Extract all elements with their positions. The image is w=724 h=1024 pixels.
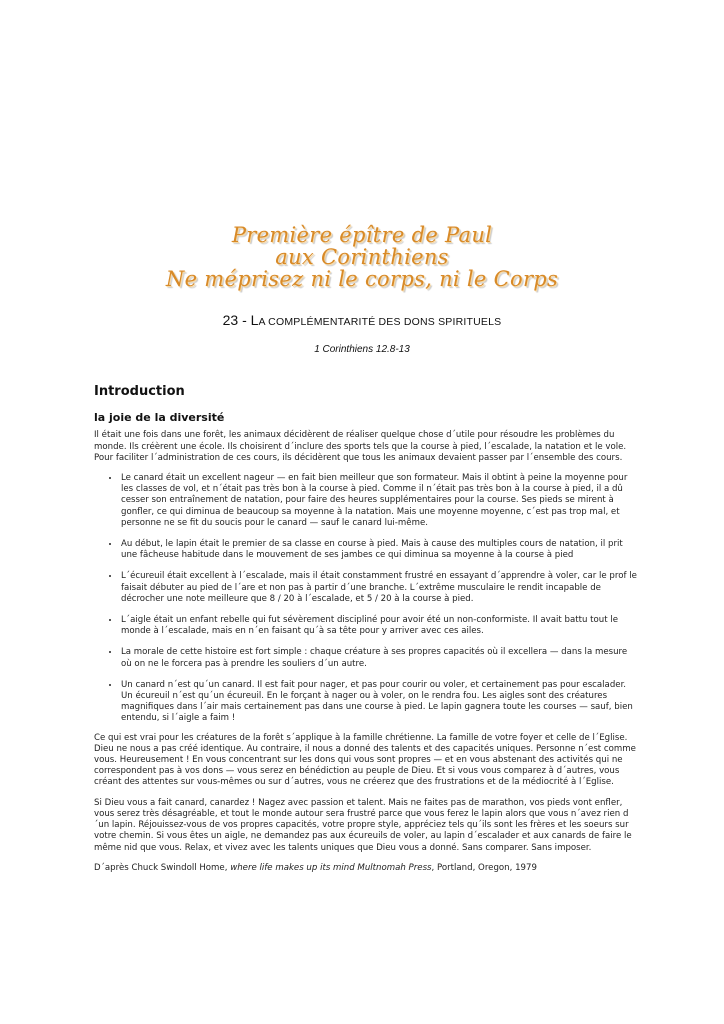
title-line-3: Ne méprisez ni le corps, ni le Corps (165, 267, 559, 291)
paragraph-application: Ce qui est vrai pour les créatures de la forêt s´applique à la famille chrétienne. La famille de votre foyer et celle de l´Eglise. Dieu ne nous a pas créé identique. Au contraire, il nous a donné des talents et des capacités uniques. Personne n´est comme vous. Heureusement ! En vous concentrant sur les dons qui vous sont propres — et en vous abstenant des activités qui ne correspondent pas à vos dons — vous serez en bénédiction au peuple de Dieu. Et si vous vous comparez à d´autres, vous créant des attentes sur vous-mêmes ou sur d´autres, vous ne créerez que des frustrations et de la médiocrité à l´Eglise. (94, 732, 636, 788)
title-line-1: Première épître de Paul (231, 223, 493, 247)
list-item: • Au début, le lapin était le premier de sa classe en course à pied. Mais à cause des multiples cours de natation, il prit une fâcheuse habitude dans le mouvement de ses jambes ce qui diminua sa moyenne à la course à pied (120, 539, 639, 561)
paragraph-exhortation: Si Dieu vous a fait canard, canardez ! Nagez avec passion et talent. Mais ne faites pas de marathon, vos pieds vont enfler, vous serez très désagréable, et tout le monde autour sera frustré parce que vous ferez le lapin alors que vous n´avez rien d´un lapin. Réjouissez-vous de vos propres capacités, votre propre style, appréciez tels qu´ils sont les frères et les soeurs sur votre chemin. Si vous êtes un aigle, ne demandez pas aux écureuils de voler, au lapin d´escalader et aux canards de faire le même nid que vous. Relax, et vivez avec les talents uniques que Dieu vous a donné. Sans comparer. Sans imposer. (94, 797, 632, 853)
section-heading-text: A COMPLÉMENTARITÉ DES DONS SPIRITUELS (258, 316, 502, 328)
credit-prefix: D´après Chuck Swindoll Home, (94, 862, 231, 873)
list-item: • L´écureuil était excellent à l´escalade, mais il était constamment frustré en essayant d´apprendre à voler, car le prof le faisait débuter au pied de l´are et non pas à partir d´une branche. L´extrême musculaire le rendit incapable de décrocher une note meilleure que 8 / 20 à l´escalade, et 5 / 20 à la course à pied. (120, 571, 639, 605)
fable-list (94, 473, 639, 725)
heading-introduction: Introduction (94, 384, 185, 399)
credit-suffix: , Portland, Oregon, 1979 (431, 862, 537, 873)
paragraph-fable-intro: Il était une fois dans une forêt, les animaux décidèrent de réaliser quelque chose d´utile pour résoudre les problèmes du monde. Ils créèrent une école. Ils choisirent d´inclure des sports tels que la course à pied, l´escalade, la natation et le vole. Pour faciliter l´administration de ces cours, ils décidèrent que tous les animaux devaient passer par l´ensemble des cours. (94, 430, 627, 463)
section-number: 23 - (222, 312, 251, 328)
list-item: • La morale de cette histoire est fort simple : chaque créature à ses propres capacités où il excellera — dans la mesure où on ne le forcera pas à prendre les souliers d´un autre. (120, 647, 639, 669)
list-item: • Un canard n´est qu´un canard. Il est fait pour nager, et pas pour courir ou voler, et certainement pas pour escalader. Un écureuil n´est qu´un écureuil. En le forçant à nager ou à voler, on le rendra fou. Les aigles sont des créatures magnifiques dans l´air mais certainement pas dans une course à pied. Le lapin gagnera toute les courses — sauf, bien entendu, si l´aigle a faim ! (120, 680, 639, 725)
source-credit (94, 863, 639, 874)
list-item: • L´aigle était un enfant rebelle qui fut sévèrement discipliné pour avoir été un non-conformiste. Il avait battu tout le monde à l´escalade, mais en n´en faisant qu´à sa tête pour y arriver avec ces ailes. (120, 615, 639, 637)
list-item: • Le canard était un excellent nageur — en fait bien meilleur que son formateur. Mais il obtint à peine la moyenne pour les classes de vol, et n´était pas très bon à la course à pied. Comme il n´était pas très bon à la course à pied, il a dû cesser son entraînement de natation, pour faire des heures supplémentaires pour la course. Ses pieds se mirent à gonfler, ce qui diminua de beaucoup sa moyenne à la natation. Mais une moyenne moyenne, c´est pas trop mal, et personne ne se fit du soucis pour le canard — sauf le canard lui-même. (120, 473, 639, 529)
section-title (0, 312, 724, 328)
section-initial: L (250, 312, 259, 328)
main-content (94, 386, 639, 883)
decorative-title (0, 224, 724, 290)
bible-reference: 1 Corinthiens 12.8-13 (314, 344, 410, 355)
credit-book-title: where life makes up its mind Multnomah Press (230, 862, 432, 873)
title-line-2: aux Corinthiens (275, 245, 449, 269)
heading-subtitle: la joie de la diversité (94, 411, 225, 425)
